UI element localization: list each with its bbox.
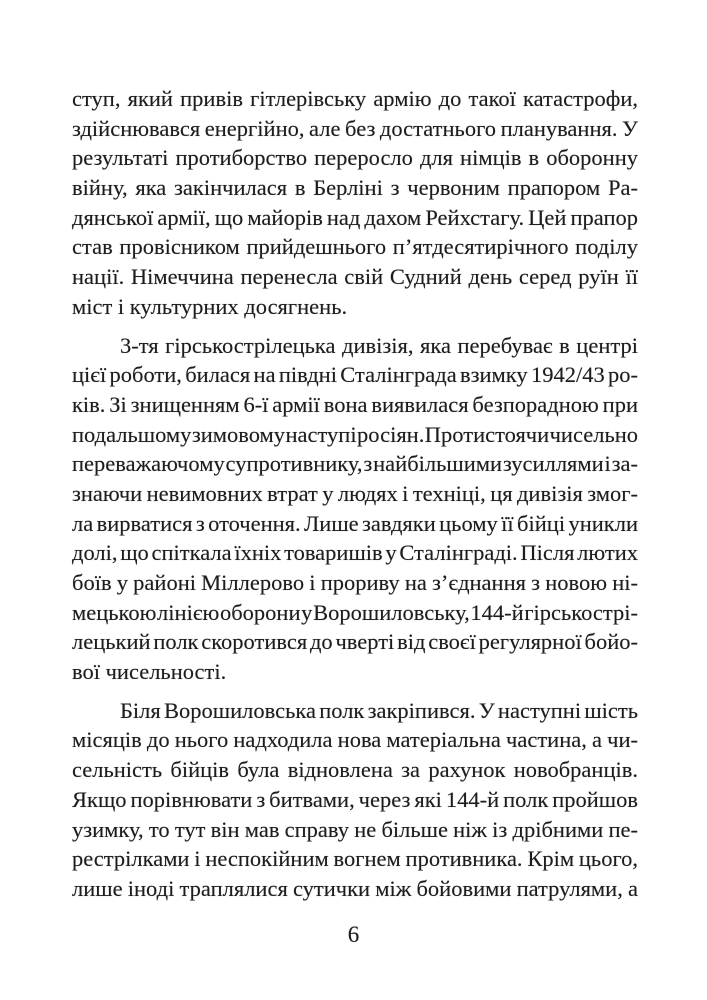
text-line: узимку, то тут він мав справу не більше ніж із дрібними пе- bbox=[72, 816, 638, 842]
text-line: результаті протиборство переросло для німців в оборонну bbox=[72, 145, 638, 171]
text-line: міст і культурних досягнень. bbox=[72, 293, 348, 319]
text-line: здійснювався енергійно, але без достатнього планування. У bbox=[72, 115, 638, 141]
text-line: ступ, який привів гітлерівську армію до такої катастрофи, bbox=[72, 86, 638, 111]
text-line: став провісником прийдешнього п’ятдесятирічного поділу bbox=[72, 234, 638, 260]
text-line: 3-тя гірськострілецька дивізія, яка перебуває в центрі bbox=[120, 332, 638, 358]
paragraph-1 bbox=[72, 84, 638, 322]
text-line: вої чисельності. bbox=[72, 659, 227, 685]
text-line: Якщо порівнювати з битвами, через які 144-й полк пройшов bbox=[72, 786, 638, 812]
page-number: 6 bbox=[347, 922, 360, 947]
text-line: рестрілками і неспокійним вогнем противника. Крім цього, bbox=[72, 846, 638, 872]
text-line: ків. Зі знищенням 6-ї армії вона виявилася безпорадною при bbox=[72, 391, 638, 417]
text-line: місяців до нього надходила нова матеріальна частина, а чи- bbox=[72, 727, 638, 753]
text-line: сельність бійців була відновлена за рахунок новобранців. bbox=[72, 757, 638, 783]
text-line: переважаючому супротивнику, з найбільшими зусиллями і за- bbox=[72, 451, 638, 477]
text-line: боїв у районі Міллерово і прориву на з’єднання з новою ні- bbox=[72, 570, 638, 595]
text-line: ла вирватися з оточення. Лише завдяки цьому її бійці уникли bbox=[72, 510, 638, 536]
text-line: цієї роботи, билася на півдні Сталінграда взимку 1942/43 ро- bbox=[72, 362, 638, 388]
text-line: лише іноді траплялися сутички між бойовими патрулями, а bbox=[72, 875, 638, 901]
text-line: мецькою лінією оборони у Ворошиловську, 144-й гірськострі- bbox=[72, 599, 638, 625]
paragraph-3 bbox=[72, 696, 638, 904]
paragraph-2 bbox=[72, 331, 638, 687]
text-line: лецький полк скоротився до чверті від своєї регулярної бойо- bbox=[72, 629, 638, 655]
text-line: війну, яка закінчилася в Берліні з червоним прапором Ра- bbox=[72, 175, 638, 201]
text-line: нації. Німеччина перенесла свій Судний день серед руїн її bbox=[72, 264, 638, 290]
text-line: знаючи невимовних втрат у людях і техніці, ця дивізія змог- bbox=[72, 480, 638, 506]
text-line: долі, що спіткала їхніх товаришів у Сталінграді. Після лютих bbox=[72, 540, 638, 566]
text-line: дянської армії, що майорів над дахом Рейхстагу. Цей прапор bbox=[72, 204, 638, 230]
text-line: Біля Ворошиловська полк закріпився. У наступні шість bbox=[120, 697, 638, 723]
text-column bbox=[72, 84, 638, 904]
text-line: подальшому зимовому наступі росіян. Протистоячи чисельно bbox=[72, 421, 638, 447]
